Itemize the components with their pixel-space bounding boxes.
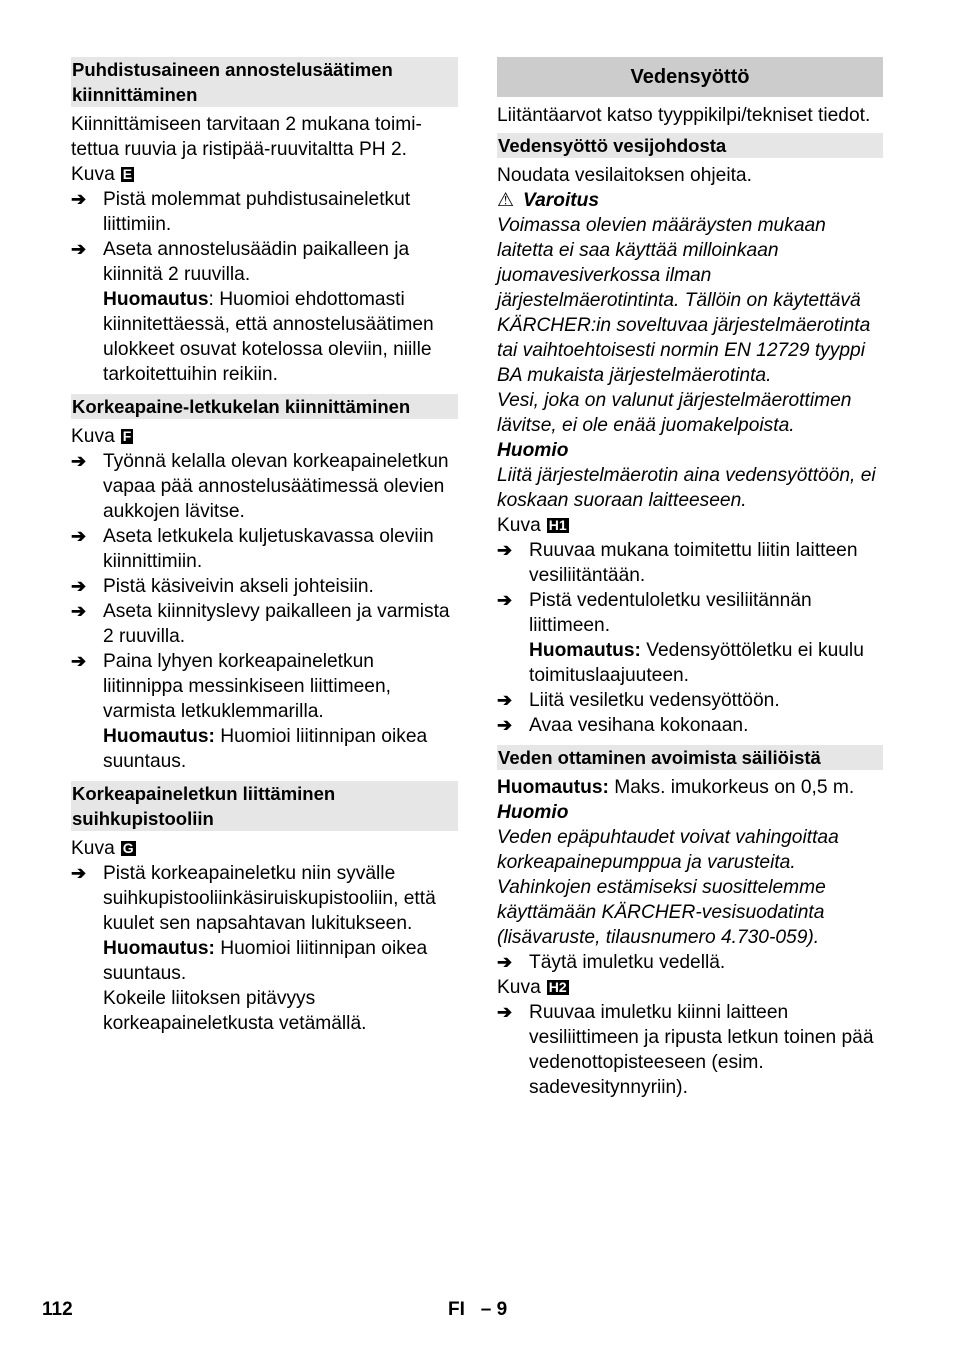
figure-reference: Kuva H1 — [497, 515, 567, 536]
step-item: ➔ Pistä käsiveivin akseli johteisiin. — [71, 576, 374, 597]
arrow-right-icon: ➔ — [497, 952, 513, 972]
figure-badge: F — [122, 428, 132, 444]
step-item: ➔ Aseta letkukela kuljetuskavassa oleviin kiinnittimiin. — [71, 526, 434, 572]
arrow-right-icon: ➔ — [497, 690, 513, 710]
step-item: ➔ Täytä imuletku vedellä. — [497, 952, 726, 973]
note: Huomautus: Maks. imukorkeus on 0,5 m. — [497, 777, 855, 798]
section-title: Puhdistusaineen annostelusäätimen kiinnittäminen — [71, 57, 458, 107]
step-item: ➔ Ruuvaa imuletku kiinni laitteen vesiliittimeen ja ripusta letkun toinen pää vedenottopisteeseen (esim. sadevesitynnyriin). — [497, 1002, 874, 1098]
section-title: Vedensyöttö vesijohdosta — [497, 133, 883, 158]
step-item: ➔ Pistä vedentuloletku vesiliitännän liittimeen. Huomautus: Vedensyöttöletku ei kuulu toimituslaajuuteen. — [497, 588, 883, 688]
step-item: ➔ Liitä vesiletku vedensyöttöön. — [497, 690, 780, 711]
arrow-right-icon: ➔ — [497, 715, 513, 735]
step-item: ➔ Pistä molemmat puhdistusaineletkut liittimiin. — [71, 189, 411, 235]
left-column — [71, 57, 458, 1036]
arrow-right-icon: ➔ — [71, 189, 87, 209]
arrow-right-icon: ➔ — [71, 576, 87, 596]
arrow-right-icon: ➔ — [497, 1002, 513, 1022]
figure-reference: Kuva H2 — [497, 977, 567, 998]
paragraph: Noudata vesilaitoksen ohjeita. — [497, 165, 752, 186]
figure-badge: G — [122, 840, 134, 856]
warning-heading: ⚠ Varoitus — [497, 190, 600, 211]
step-item: ➔ Työnnä kelalla olevan korkeapaineletkun vapaa pää annostelusäätimessä olevien aukkojen lävitse. — [71, 451, 449, 522]
figure-badge: H1 — [548, 517, 567, 533]
caution-heading: Huomio — [497, 440, 569, 461]
step-item: ➔ Paina lyhyen korkeapaineletkun liitinnippa messinkiseen liittimeen, varmista letkuklemmarilla. Huomautus: Huomioi liitinnipan oikea suuntaus. — [71, 649, 458, 774]
arrow-right-icon: ➔ — [71, 863, 87, 883]
arrow-right-icon: ➔ — [71, 601, 87, 621]
step-item: ➔ Aseta kiinnityslevy paikalleen ja varmista 2 ruuvilla. — [71, 601, 450, 647]
paragraph: Liitäntäarvot katso tyyppikilpi/tekniset tiedot. — [497, 105, 871, 126]
note: Huomautus: Huomioi liitinnipan oikea suuntaus. — [103, 938, 428, 984]
figure-reference: Kuva F — [71, 426, 132, 447]
warning-text: Voimassa olevien määräysten mukaan laitetta ei saa käyttää milloinkaan juomavesiverkossa ilman järjestelmäerotintinta. Tällöin on käytettävä KÄRCHER:in soveltuvaa järjestelmäerotinta tai vaihtoehtoisesti normin EN 12729 tyyppi BA mukaista järjestelmäerotinta. — [497, 215, 871, 386]
step-item: ➔ Ruuvaa mukana toimitettu liitin laitteen vesiliitäntään. — [497, 540, 858, 586]
page-reference: FI – 9 — [448, 1299, 508, 1320]
step-item: ➔ Avaa vesihana kokonaan. — [497, 715, 749, 736]
figure-reference: Kuva G — [71, 838, 134, 859]
paragraph: Kiinnittämiseen tarvitaan 2 mukana toimi-tettua ruuvia ja ristipää-ruuvitaltta PH 2. — [71, 114, 422, 160]
warning-text: Vesi, joka on valunut järjestelmäerottimen lävitse, ei ole enää juomakelpoista. — [497, 390, 852, 436]
warning-triangle-icon: ⚠ — [497, 190, 515, 211]
figure-badge: E — [122, 166, 133, 182]
arrow-right-icon: ➔ — [71, 451, 87, 471]
caution-text: Liitä järjestelmäerotin aina vedensyöttöön, ei koskaan suoraan laitteeseen. — [497, 465, 876, 511]
note: Huomautus: Huomioi liitinnipan oikea suuntaus. — [103, 726, 428, 772]
arrow-right-icon: ➔ — [497, 540, 513, 560]
arrow-right-icon: ➔ — [71, 526, 87, 546]
page-number: 112 — [42, 1299, 73, 1320]
step-item: ➔ Aseta annostelusäädin paikalleen ja kiinnitä 2 ruuvilla. Huomautus: Huomioi ehdottomasti kiinnitettäessä, että annostelusäätimen ulokkeet osuvat kotelossa oleviin, niille tarkoitettuihin reikiin. — [71, 237, 458, 387]
figure-reference: Kuva E — [71, 164, 133, 185]
section-title: Veden ottaminen avoimista säiliöistä — [497, 745, 883, 770]
arrow-right-icon: ➔ — [71, 239, 87, 259]
section-title: Korkeapaine-letkukelan kiinnittäminen — [71, 394, 458, 419]
note: Huomautus: Huomioi ehdottomasti kiinnitettäessä, että annostelusäätimen ulokkeet osuvat kotelossa oleviin, niille tarkoitettuihin reikiin. — [103, 289, 434, 385]
chapter-title: Vedensyöttö — [497, 57, 883, 97]
right-column — [497, 57, 883, 1100]
caution-heading: Huomio — [497, 802, 569, 823]
section-title: Korkeapaineletkun liittäminen suihkupistooliin — [71, 781, 458, 831]
note: Huomautus: Vedensyöttöletku ei kuulu toimituslaajuuteen. — [529, 640, 864, 686]
figure-badge: H2 — [548, 979, 567, 995]
caution-text: Veden epäpuhtaudet voivat vahingoittaa korkeapainepumppua ja varusteita. Vahinkojen estämiseksi suosittelemme käyttämään KÄRCHER-vesisuodatinta (lisävaruste, tilausnumero 4.730-059). — [497, 827, 839, 948]
step-item: ➔ Pistä korkeapaineletku niin syvälle suihkupistooliinkäsiruiskupistooliin, että kuulet sen napsahtavan lukitukseen. Huomautus: Huomioi liitinnipan oikea suuntaus. Kokeile liitoksen pitävyys korkeapaineletkusta vetämällä. — [71, 861, 458, 1036]
arrow-right-icon: ➔ — [71, 651, 87, 671]
arrow-right-icon: ➔ — [497, 590, 513, 610]
